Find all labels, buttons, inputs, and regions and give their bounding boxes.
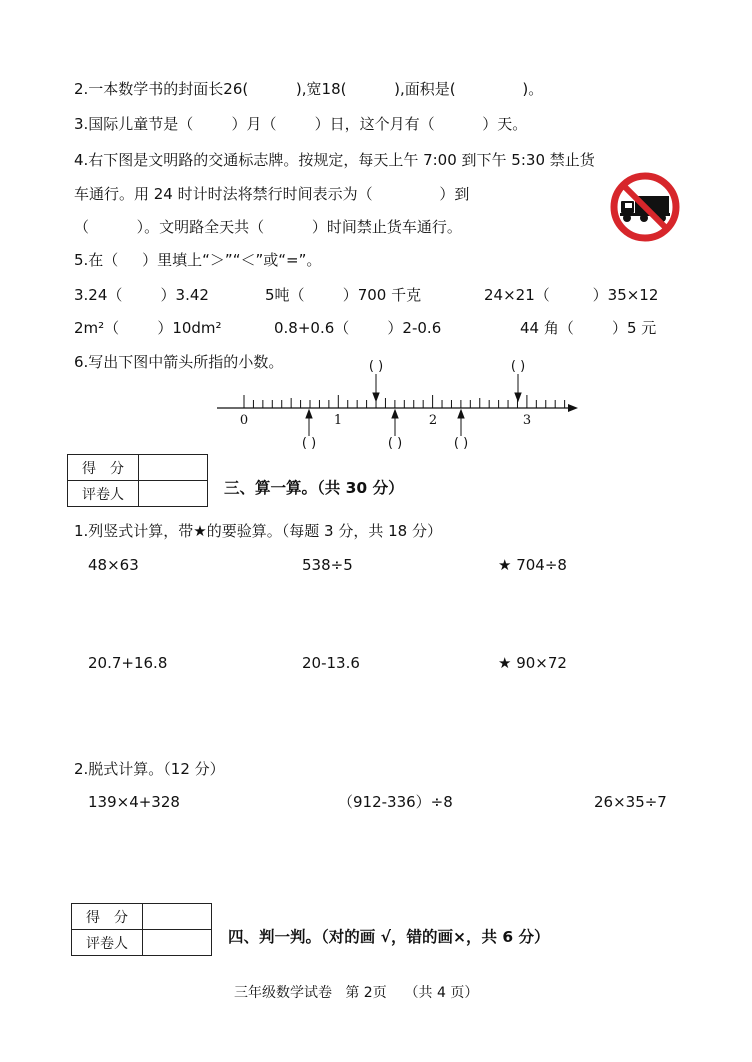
answer-blank[interactable]: ( ) xyxy=(510,359,526,374)
comparison-item: 5吨（ ）700 千克 xyxy=(265,286,422,304)
score-box xyxy=(71,903,212,956)
comparison-item: 2m²（ ）10dm² xyxy=(74,319,222,337)
calc-item: 20-13.6 xyxy=(302,654,360,672)
no-trucks-sign-icon xyxy=(608,170,682,244)
score-label: 得 分 xyxy=(68,455,139,481)
grader-label: 评卷人 xyxy=(68,481,139,507)
score-field[interactable] xyxy=(143,904,212,930)
calc-item: 20.7+16.8 xyxy=(88,654,168,672)
question-2: 2.一本数学书的封面长26( ),宽18( ),面积是( )。 xyxy=(74,80,544,98)
comparison-item: 0.8+0.6（ ）2-0.6 xyxy=(274,319,442,337)
tick-label: 3 xyxy=(522,413,532,428)
expression-item: 26×35÷7 xyxy=(594,793,667,811)
section-4-title: 四、判一判。（对的画 √，错的画×，共 6 分） xyxy=(228,928,550,946)
up-arrow-head xyxy=(392,410,398,418)
grader-field[interactable] xyxy=(143,930,212,956)
tick-label: 2 xyxy=(428,413,438,428)
question-4-line-3: （ ）。文明路全天共（ ）时间禁止货车通行。 xyxy=(74,218,462,236)
score-field[interactable] xyxy=(139,455,208,481)
answer-blank[interactable]: ( ) xyxy=(387,436,403,451)
number-line-diagram xyxy=(210,352,580,454)
calc-item-starred: ★ 90×72 xyxy=(498,654,567,672)
down-arrow-head xyxy=(515,393,521,401)
score-box xyxy=(67,454,208,507)
calc-item: 538÷5 xyxy=(302,556,353,574)
calc-item: 48×63 xyxy=(88,556,139,574)
up-arrow-head xyxy=(306,410,312,418)
page-footer: 三年级数学试卷 第 2页 （共 4 页） xyxy=(234,985,479,1001)
grader-field[interactable] xyxy=(139,481,208,507)
question-6: 6.写出下图中箭头所指的小数。 xyxy=(74,353,284,371)
answer-blank[interactable]: ( ) xyxy=(301,436,317,451)
down-arrow-head xyxy=(373,393,379,401)
tick-label: 0 xyxy=(239,413,249,428)
score-label: 得 分 xyxy=(72,904,143,930)
answer-blank[interactable]: ( ) xyxy=(453,436,469,451)
section-3-part-1-title: 1.列竖式计算，带★的要验算。（每题 3 分，共 18 分） xyxy=(74,522,442,540)
question-3: 3.国际儿童节是（ ）月（ ）日，这个月有（ ）天。 xyxy=(74,115,528,133)
up-arrow-head xyxy=(458,410,464,418)
answer-blank[interactable]: ( ) xyxy=(368,359,384,374)
tick-label: 1 xyxy=(333,413,343,428)
question-4-line-2: 车通行。用 24 时计时法将禁行时间表示为（ ）到 xyxy=(74,185,470,203)
grader-label: 评卷人 xyxy=(72,930,143,956)
comparison-item: 3.24（ ）3.42 xyxy=(74,286,209,304)
calc-item-starred: ★ 704÷8 xyxy=(498,556,567,574)
question-5: 5.在（ ）里填上“＞”“＜”或“=”。 xyxy=(74,251,322,269)
section-3-part-2-title: 2.脱式计算。（12 分） xyxy=(74,760,225,778)
expression-item: （912-336）÷8 xyxy=(338,793,453,811)
comparison-item: 44 角（ ）5 元 xyxy=(520,319,657,337)
section-3-title: 三、算一算。（共 30 分） xyxy=(224,479,404,497)
axis-arrowhead xyxy=(568,404,578,412)
comparison-item: 24×21（ ）35×12 xyxy=(484,286,659,304)
expression-item: 139×4+328 xyxy=(88,793,180,811)
question-4-line-1: 4.右下图是文明路的交通标志牌。按规定，每天上午 7:00 到下午 5:30 禁止货 xyxy=(74,151,595,169)
